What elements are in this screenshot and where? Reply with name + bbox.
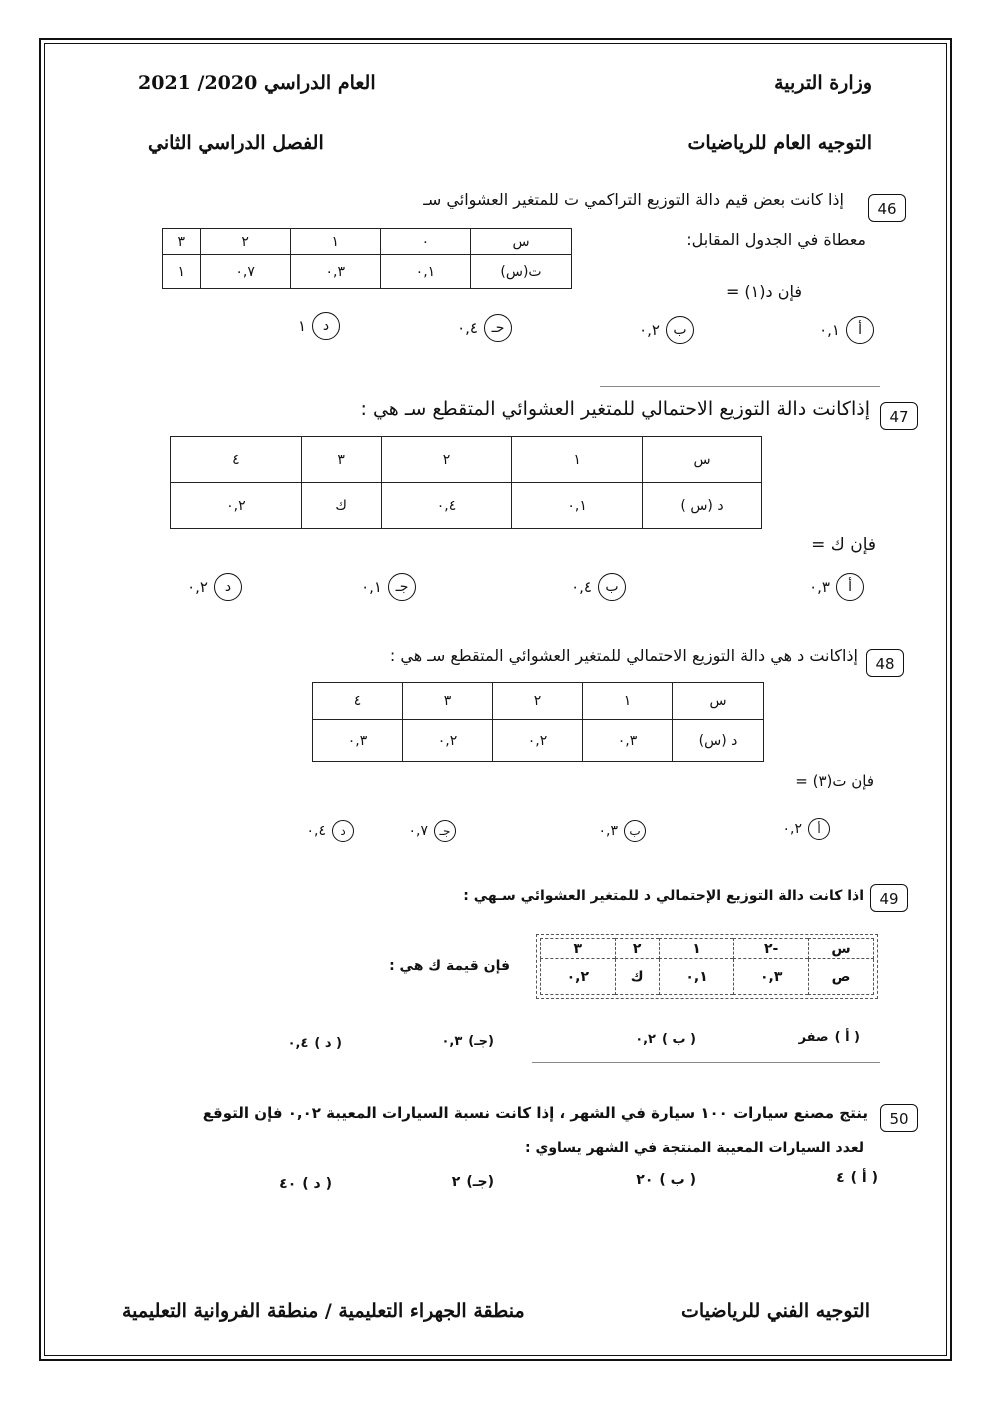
q48-option-c[interactable] — [409, 820, 457, 842]
option-value: ٠,٤ — [457, 319, 478, 337]
table-cell: ٢ — [381, 437, 512, 483]
q47-option-b[interactable] — [571, 573, 626, 601]
option-letter: ( أ ) — [834, 1030, 860, 1045]
q47-table — [170, 436, 762, 529]
option-value: ١ — [297, 317, 306, 335]
option-value: ٠,٤ — [571, 578, 592, 596]
ministry-title: وزارة التربية — [774, 72, 872, 94]
table-cell: ك — [301, 483, 381, 529]
table-cell: ٠ — [380, 229, 470, 255]
q47-option-c[interactable] — [361, 573, 416, 601]
footer-department: التوجيه الفني للرياضيات — [681, 1300, 870, 1322]
academic-year: العام الدراسي 2020/ 2021 — [138, 72, 376, 94]
table-cell: -٢ — [734, 939, 809, 959]
option-letter-circle: أ — [846, 316, 874, 344]
q47-question: فإن ك = — [811, 535, 876, 555]
table-cell: ٠,٣ — [313, 720, 403, 762]
option-value: ٠,٢ — [635, 1032, 656, 1047]
q46-question: فإن د(١) = — [725, 282, 802, 301]
table-cell: ١ — [290, 229, 380, 255]
option-letter-circle: د — [312, 312, 340, 340]
footer-regions: منطقة الجهراء التعليمية / منطقة الفروانية التعليمية — [122, 1300, 525, 1322]
question-number-50: 50 — [880, 1104, 918, 1132]
table-cell: ٠,٣ — [583, 720, 673, 762]
q47-option-d[interactable] — [187, 573, 242, 601]
q50-text-line1: ينتج مصنع سيارات ١٠٠ سيارة في الشهر ، إذا كانت نسبة السيارات المعيبة ٠,٠٢ فإن التوقع — [202, 1104, 868, 1122]
option-value: ٠,٧ — [408, 823, 428, 839]
table-cell: ص — [809, 959, 874, 995]
table-cell: ٠,٢ — [171, 483, 302, 529]
semester-title: الفصل الدراسي الثاني — [148, 132, 324, 154]
question-number-48: 48 — [866, 649, 904, 677]
option-letter-circle: أ — [836, 573, 864, 601]
table-cell: د (س) — [673, 720, 764, 762]
table-cell: ١ — [512, 437, 643, 483]
option-letter-circle: ب — [598, 573, 626, 601]
table-cell: ٠,٢ — [541, 959, 616, 995]
q50-option-d[interactable] — [279, 1176, 332, 1192]
divider-line — [532, 1062, 880, 1063]
q49-option-d[interactable] — [288, 1036, 342, 1051]
option-letter-circle: ب — [624, 820, 646, 842]
option-value: ٢ — [451, 1174, 461, 1190]
table-cell: ٠,٣ — [734, 959, 809, 995]
table-cell: ١ — [583, 683, 673, 720]
option-letter: ( د ) — [302, 1176, 332, 1192]
table-cell: ٢ — [615, 939, 659, 959]
table-cell: ١ — [659, 939, 734, 959]
table-cell: س — [673, 683, 764, 720]
q48-option-a[interactable] — [783, 818, 831, 840]
q46-text-line1: إذا كانت بعض قيم دالة التوزيع التراكمي ت للمتغير العشوائي سـ — [423, 190, 844, 209]
table-cell: ٠,٢ — [403, 720, 493, 762]
table-cell: ٣ — [541, 939, 616, 959]
option-letter: (جـ) — [468, 1034, 494, 1049]
q48-option-b[interactable] — [599, 820, 647, 842]
q48-table — [312, 682, 764, 762]
q50-option-b[interactable] — [636, 1172, 696, 1188]
option-letter: (جـ) — [466, 1174, 494, 1190]
table-cell: ت(س) — [471, 255, 572, 289]
option-letter-circle: جـ — [388, 573, 416, 601]
q46-option-a[interactable] — [819, 316, 874, 344]
table-cell: ٣ — [403, 683, 493, 720]
option-letter: ( د ) — [314, 1036, 342, 1051]
table-cell: ٣ — [301, 437, 381, 483]
q48-question: فإن ت(٣) = — [795, 772, 874, 790]
option-letter-circle: حـ — [484, 314, 512, 342]
table-cell: ٠,٤ — [381, 483, 512, 529]
table-cell: ك — [615, 959, 659, 995]
q47-option-a[interactable] — [809, 573, 864, 601]
option-value: ٠,٢ — [639, 321, 660, 339]
option-value: ٤ — [836, 1170, 845, 1186]
q47-text: إذاكانت دالة التوزيع الاحتمالي للمتغير العشوائي المتقطع سـ هي : — [360, 398, 870, 420]
option-letter-circle: د — [332, 820, 354, 842]
table-cell: س — [809, 939, 874, 959]
department-title: التوجيه العام للرياضيات — [687, 132, 872, 154]
option-letter-circle: جـ — [434, 820, 456, 842]
table-cell: ٤ — [171, 437, 302, 483]
option-value: ٠,٢ — [782, 821, 802, 837]
q49-option-a[interactable] — [799, 1030, 860, 1045]
table-cell: ٠,٢ — [493, 720, 583, 762]
option-value: ٠,١ — [361, 578, 382, 596]
q46-option-d[interactable] — [298, 312, 340, 340]
question-number-46: 46 — [868, 194, 906, 222]
q50-option-a[interactable] — [836, 1170, 878, 1186]
q46-table — [162, 228, 572, 289]
option-letter: ( ب ) — [659, 1172, 696, 1188]
option-letter: ( ب ) — [662, 1032, 696, 1047]
table-cell: ٠,١ — [380, 255, 470, 289]
table-cell: ٢ — [200, 229, 290, 255]
divider-line — [600, 386, 880, 387]
option-letter-circle: أ — [808, 818, 830, 840]
table-cell: ٤ — [313, 683, 403, 720]
option-value: ٠,٣ — [598, 823, 618, 839]
q46-text-line2: معطاة في الجدول المقابل: — [686, 230, 866, 249]
option-letter: ( أ ) — [850, 1170, 878, 1186]
option-value: ٤٠ — [279, 1176, 297, 1192]
q48-text: إذاكانت د هي دالة التوزيع الاحتمالي للمتغير العشوائي المتقطع سـ هي : — [389, 646, 858, 665]
table-cell: ٠,٧ — [200, 255, 290, 289]
question-number-49: 49 — [870, 884, 908, 912]
q49-question: فإن قيمة ك هي : — [389, 958, 510, 974]
table-cell: ٣ — [163, 229, 201, 255]
option-value: ٢٠ — [636, 1172, 654, 1188]
q48-option-d[interactable] — [307, 820, 355, 842]
table-cell: ١ — [163, 255, 201, 289]
q46-option-c[interactable] — [457, 314, 512, 342]
option-value: ٠,١ — [819, 321, 840, 339]
q50-text-line2: لعدد السيارات المعيبة المنتجة في الشهر يساوي : — [525, 1140, 864, 1156]
option-letter-circle: ب — [666, 316, 694, 344]
question-number-47: 47 — [880, 402, 918, 430]
table-cell: ٠,١ — [659, 959, 734, 995]
option-value: ٠,٣ — [809, 578, 830, 596]
q49-table — [540, 938, 874, 995]
q50-option-c[interactable] — [452, 1174, 494, 1190]
table-cell: ٠,٣ — [290, 255, 380, 289]
option-letter-circle: د — [214, 573, 242, 601]
q46-option-b[interactable] — [639, 316, 694, 344]
q49-text: اذا كانت دالة التوزيع الإحتمالي د للمتغير العشوائي سـهي : — [463, 888, 864, 904]
table-cell: د (س ) — [643, 483, 762, 529]
option-value: ٠,٤ — [306, 823, 326, 839]
option-value: صفر — [798, 1030, 829, 1045]
table-cell: ٠,١ — [512, 483, 643, 529]
option-value: ٠,٤ — [287, 1036, 309, 1051]
q49-option-b[interactable] — [635, 1032, 696, 1047]
option-value: ٠,٢ — [187, 578, 208, 596]
table-cell: ٢ — [493, 683, 583, 720]
table-cell: س — [471, 229, 572, 255]
table-cell: س — [643, 437, 762, 483]
option-value: ٠,٣ — [441, 1034, 463, 1049]
q49-option-c[interactable] — [441, 1034, 494, 1049]
